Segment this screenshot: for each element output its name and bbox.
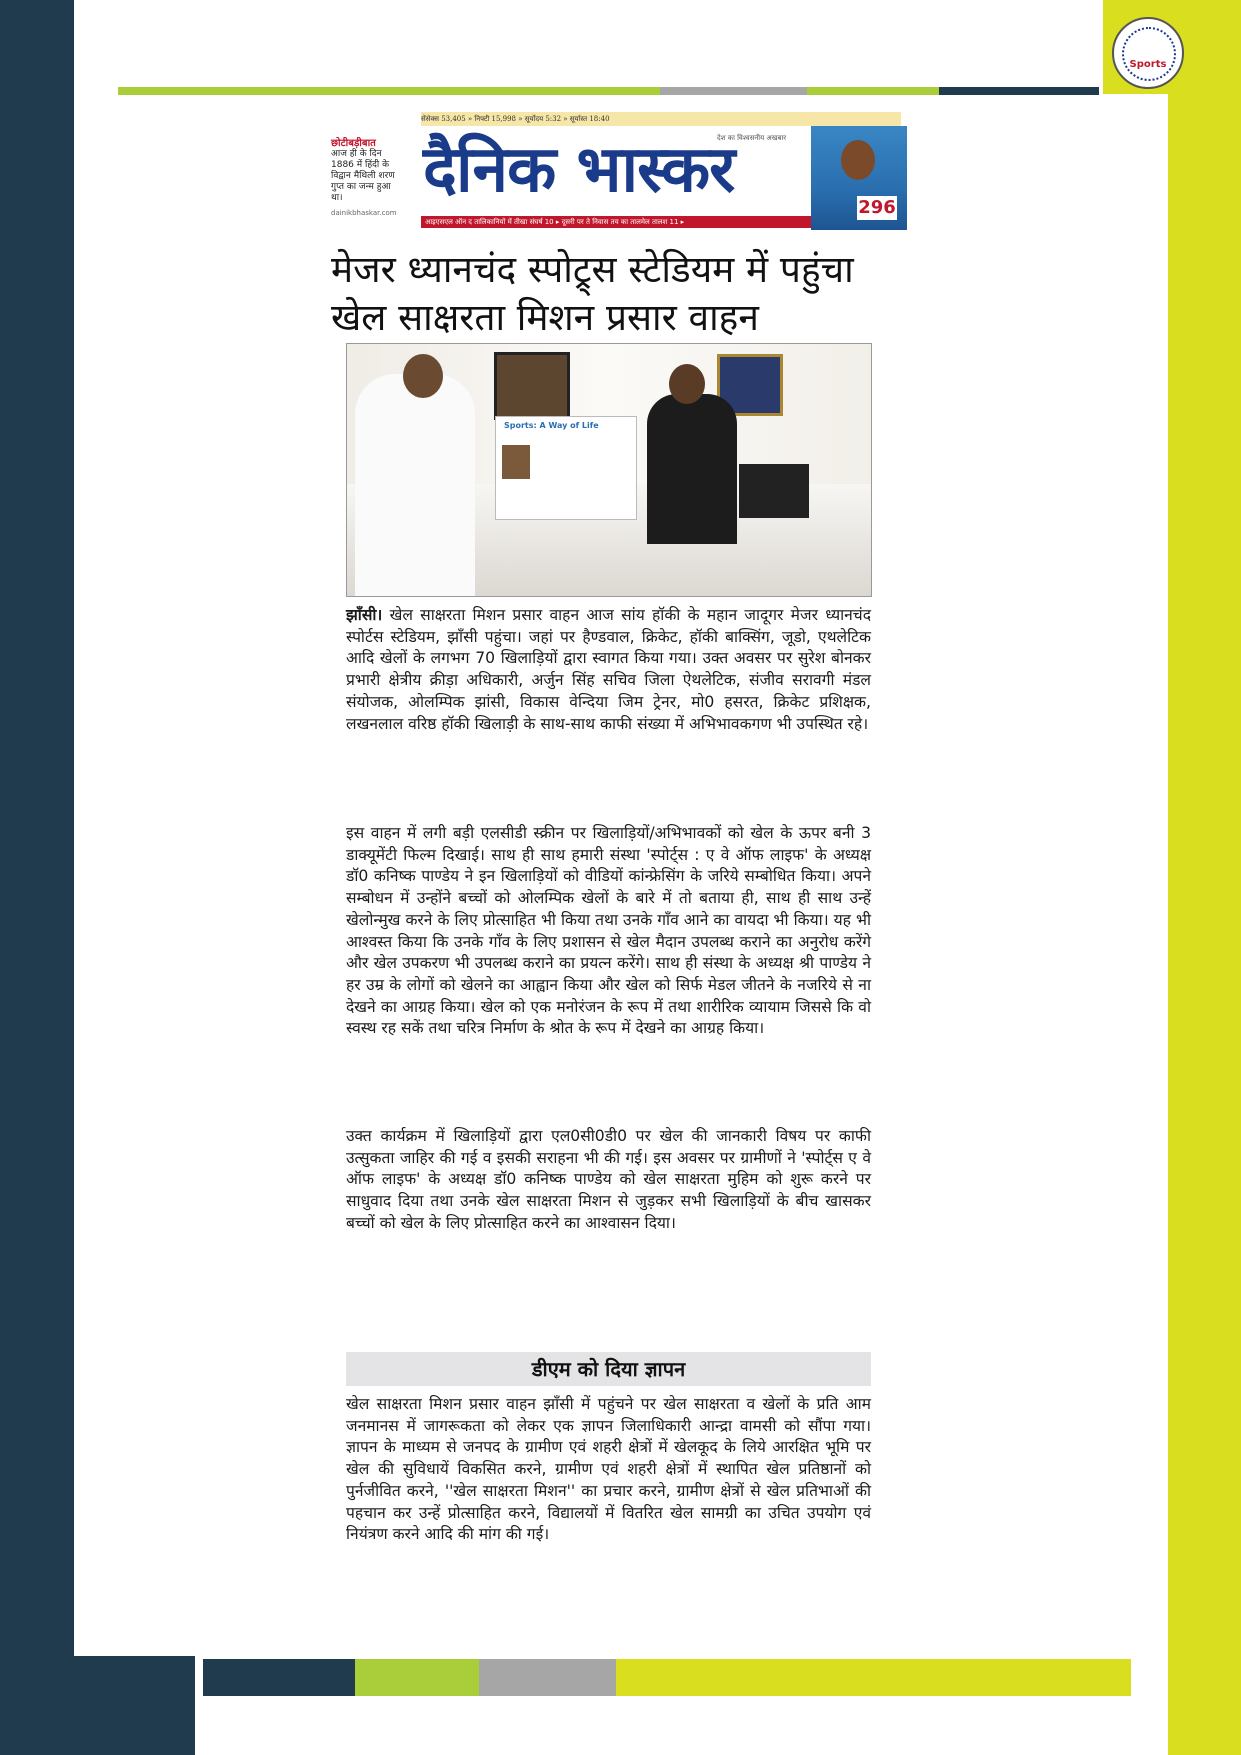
paragraph-3: उक्त कार्यक्रम में खिलाड़ियों द्वारा एल0सी0डी0 पर खेल की जानकारी विषय पर काफी उत्सुकता जाहिर की गई व इसकी सराहना भी की गई। इस अवसर पर ग्रामीणों ने 'स्पोर्ट्स ए वे ऑफ लाइफ' के अध्यक्ष डॉ0 कनिष्क पाण्डेय को खेल साक्षरता मुहिम को शुरू करने पर साधुवाद दिया तथा उनके खेल साक्षरता मिशन से जुड़कर सभी खिलाड़ियों के बीच खासकर बच्चों को खेल के लिए प्रोत्साहित करने का आश्वासन दिया। [346,1127,871,1232]
poster-title: Sports: A Way of Life [504,421,599,430]
newspaper-brand: दैनिक भास्कर [423,133,735,207]
bottom-segment-navy [203,1659,355,1696]
athlete-bib: 296 [858,197,896,218]
dateline: झाँसी। [346,606,383,624]
bottom-segment-gray [479,1659,616,1696]
newspaper-clipping [331,106,907,1651]
logo-label: Sports [1129,59,1167,70]
right-yellow-bar [1168,94,1241,1755]
newspaper-tagline: देश का विश्वसनीय अखबार [717,134,787,142]
side-note-text: आज ही के दिन 1886 में हिंदी के विद्वान मैथिली शरण गुप्त का जन्म हुआ था। [331,149,395,203]
bottom-left-navy-block [74,1656,195,1755]
person-right [647,394,737,544]
paragraph-1 [346,605,871,735]
athlete-photo [811,126,907,230]
top-divider-navy [939,87,1099,95]
subhead: डीएम को दिया ज्ञापन [531,1357,686,1381]
side-note-site: dainikbhaskar.com [331,209,397,217]
poster [495,416,637,520]
left-navy-bar [0,0,74,1755]
side-note [331,138,403,219]
logo-ring-icon [1122,27,1176,81]
person-left [355,374,475,596]
headline [331,246,907,342]
paragraph-1-text: खेल साक्षरता मिशन प्रसार वाहन आज सांय हॉकी के महान जादूगर मेजर ध्यानचंद स्पोर्टस स्टेडियम, झाँसी पहुंचा। जहां पर हैण्डवाल, क्रिकेट, हॉकी बाक्सिंग, जूडो, एथलेटिक आदि खेलों के लगभग 70 खिलाड़ियों द्वारा स्वागत किया गया। उक्त अवसर पर सुरेश बोनकर प्रभारी क्षेत्रीय क्रीड़ा अधिकारी, अर्जुन सिंह सचिव जिला ऐथलेटिक, संजीव सरावगी मंडल संयोजक, ओलम्पिक झांसी, विकास वेन्दिया जिम ट्रेनर, मो0 हसरत, क्रिकेट प्रशिक्षक, लखनलाल वरिष्ठ हॉकी खिलाड़ी के साथ-साथ काफी संख्या में अभिभावकगण भी उपस्थित रहे। [346,606,871,733]
photo-monitor [739,464,809,518]
top-divider-green [118,87,660,95]
sports-logo [1112,17,1184,89]
poster-portrait [502,445,530,479]
person-left-head [403,354,443,398]
market-strap: सेंसेक्स 53,405 » निफ्टी 15,998 » सूर्योदय 5:32 » सूर्यास्त 18:40 [421,112,901,126]
news-photo [346,343,872,597]
paragraph-2: इस वाहन में लगी बड़ी एलसीडी स्क्रीन पर खिलाड़ियों/अभिभावकों को खेल के ऊपर बनी 3 डाक्यूमेंटी फिल्म दिखाई। साथ ही साथ हमारी संस्था 'स्पोर्ट्स : ए वे ऑफ लाइफ' के अध्यक्ष डॉ0 कनिष्क पाण्डेय ने इन खिलाड़ियों को वीडियों कांन्फ्रेसिंग के जरिये सम्बोधित किया। अपने सम्बोधन में उन्होंने बच्चों को ओलम्पिक खेलों के बारे में तो बताया ही, साथ ही साथ उन्हें खेलोन्मुख करने के लिए प्रोत्साहित भी किया तथा उनके गाँव आने का वायदा भी किया। यह भी आश्वस्त किया कि उनके गाँव के लिए प्रशासन से खेल मैदान उपलब्ध कराने का अनुरोध करेंगे और खेल उपकरण भी उपलब्ध कराने का प्रयत्न करेंगे। साथ ही संस्था के अध्यक्ष श्री पाण्डेय ने हर उम्र के लोगों को खेलने का आह्वान किया और खेल को सिर्फ मेडल जीतने के नजरिये से ना देखने का आग्रह किया। खेल को एक मनोरंजन के रूप में तथा शारीरिक व्यायाम जिससे कि वो स्वस्थ रह सकें तथा चरित्र निर्माण के श्रोत के रूप में देखने का आग्रह किया। [346,824,871,1038]
photo-frame-left [494,352,570,420]
headline-line-1: मेजर ध्यानचंद स्पोट्र्स स्टेडियम में पहुंचा [331,248,854,291]
masthead [331,112,907,232]
paragraph-4: खेल साक्षरता मिशन प्रसार वाहन झाँसी में पहुंचने पर खेल साक्षरता व खेलों के प्रति आम जनमानस में जागरूकता को लेकर एक ज्ञापन जिलाधिकारी आन्द्रा वामसी को सौंपा गया। ज्ञापन के माध्यम से जनपद के ग्रामीण एवं शहरी क्षेत्रों में खेलकूद के लिये आरक्षित भूमि पर खेल की सुविधायें विकसित करने, ग्रामीण एवं शहरी क्षेत्रों में स्थापित खेल प्रतिष्ठानों को पुर्नजीवित करने, ''खेल साक्षरता मिशन'' का प्रचार करने, ग्रामीण क्षेत्रों से खेल प्रतिभाओं की पहचान कर उन्हें प्रोत्साहित करने, विद्यालयों में वितरित खेल सामग्री का उचित उपयोग एवं नियंत्रण करने आदि की मांग की गई। [346,1395,871,1544]
bottom-segment-yellow [616,1659,1131,1696]
bottom-segment-green [355,1659,479,1696]
person-right-head [669,364,705,404]
headline-line-2: खेल साक्षरता मिशन प्रसार वाहन [331,296,759,339]
side-note-title: छोटीबड़ीबात [331,138,376,149]
subhead-box [346,1352,871,1386]
athlete-face [841,140,875,180]
top-divider-gray [660,87,807,95]
top-divider-green-2 [807,87,939,95]
masthead-red-bar: आइएसएल ऑन द तालिकानियों में तीखा संघर्ष 10 ▸ दूसरी पर ते निवास तय का तालमेल तालश 11 ▸ [421,216,815,228]
